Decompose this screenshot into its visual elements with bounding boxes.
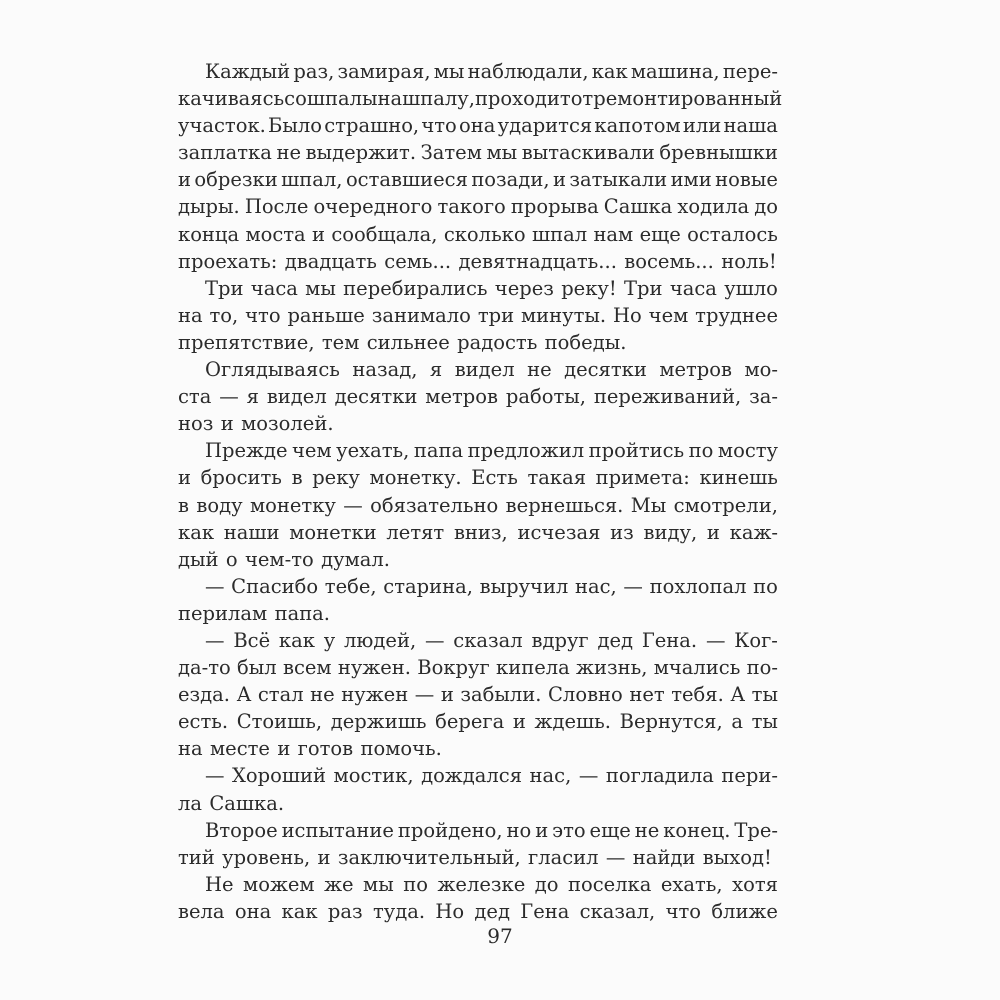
text-line: на то, что раньше занимало три минуты. Но чем труднее — [178, 303, 778, 327]
text-line: ноз и мозолей. — [178, 412, 334, 436]
text-line: вела она как раз туда. Но дед Гена сказал, что ближе — [178, 899, 778, 923]
text-line: конца моста и сообщала, сколько шпал нам еще осталось — [178, 222, 778, 246]
text-line: ста — я видел десятки метров работы, переживаний, за- — [178, 385, 778, 409]
text-line: ла Сашка. — [178, 791, 285, 815]
text-line: Второе испытание пройдено, но и это еще не конец. Тре- — [205, 818, 778, 842]
text-line: дый о чем-то думал. — [178, 547, 390, 571]
text-line: есть. Стоишь, держишь берега и ждешь. Вернутся, а ты — [178, 710, 778, 734]
text-line: тий уровень, и заключительный, гласил — найди выход! — [178, 845, 772, 869]
text-line: — Спасибо тебе, старина, выручил нас, — похлопал по — [205, 574, 778, 598]
text-line: в воду монетку — обязательно вернешься. Мы смотрели, — [178, 493, 778, 517]
page-number: 97 — [487, 924, 513, 948]
text-line: препятствие, тем сильнее радость победы. — [178, 330, 627, 354]
text-line: участок. Было страшно, что она ударится капотом или наша — [178, 114, 778, 138]
text-line: как наши монетки летят вниз, исчезая из виду, и каж- — [178, 520, 778, 544]
text-line: качиваясь со шпалы на шпалу, проходит отремонтированный — [178, 87, 783, 111]
text-line: Каждый раз, замирая, мы наблюдали, как машина, пере- — [205, 60, 778, 83]
text-line: и обрезки шпал, оставшиеся позади, и затыкали ими новые — [178, 168, 778, 192]
text-line: Оглядываясь назад, я видел не десятки метров мо- — [205, 358, 778, 382]
text-line: и бросить в реку монетку. Есть такая примета: кинешь — [178, 466, 778, 490]
text-line: проехать: двадцать семь... девятнадцать... восемь... ноль! — [178, 249, 777, 273]
text-line: дыры. После очередного такого прорыва Сашка ходила до — [178, 195, 778, 219]
text-line: Прежде чем уехать, папа предложил пройтись по мосту — [205, 439, 778, 463]
text-line: перилам папа. — [178, 601, 331, 625]
text-line: заплатка не выдержит. Затем мы вытаскивали бревнышки — [178, 141, 778, 165]
text-line: да-то был всем нужен. Вокруг кипела жизнь, мчались по- — [178, 656, 778, 680]
body-text — [178, 58, 783, 925]
text-line: на месте и готов помочь. — [178, 737, 442, 761]
text-line: — Хороший мостик, дождался нас, — погладила пери- — [205, 764, 778, 788]
text-line: Три часа мы перебирались через реку! Три часа ушло — [205, 276, 778, 300]
text-line: Не можем же мы по железке до поселка ехать, хотя — [205, 872, 778, 896]
text-line: — Всё как у людей, — сказал вдруг дед Гена. — Ког- — [205, 628, 778, 652]
text-line: езда. А стал не нужен — и забыли. Словно нет тебя. А ты — [178, 683, 778, 707]
